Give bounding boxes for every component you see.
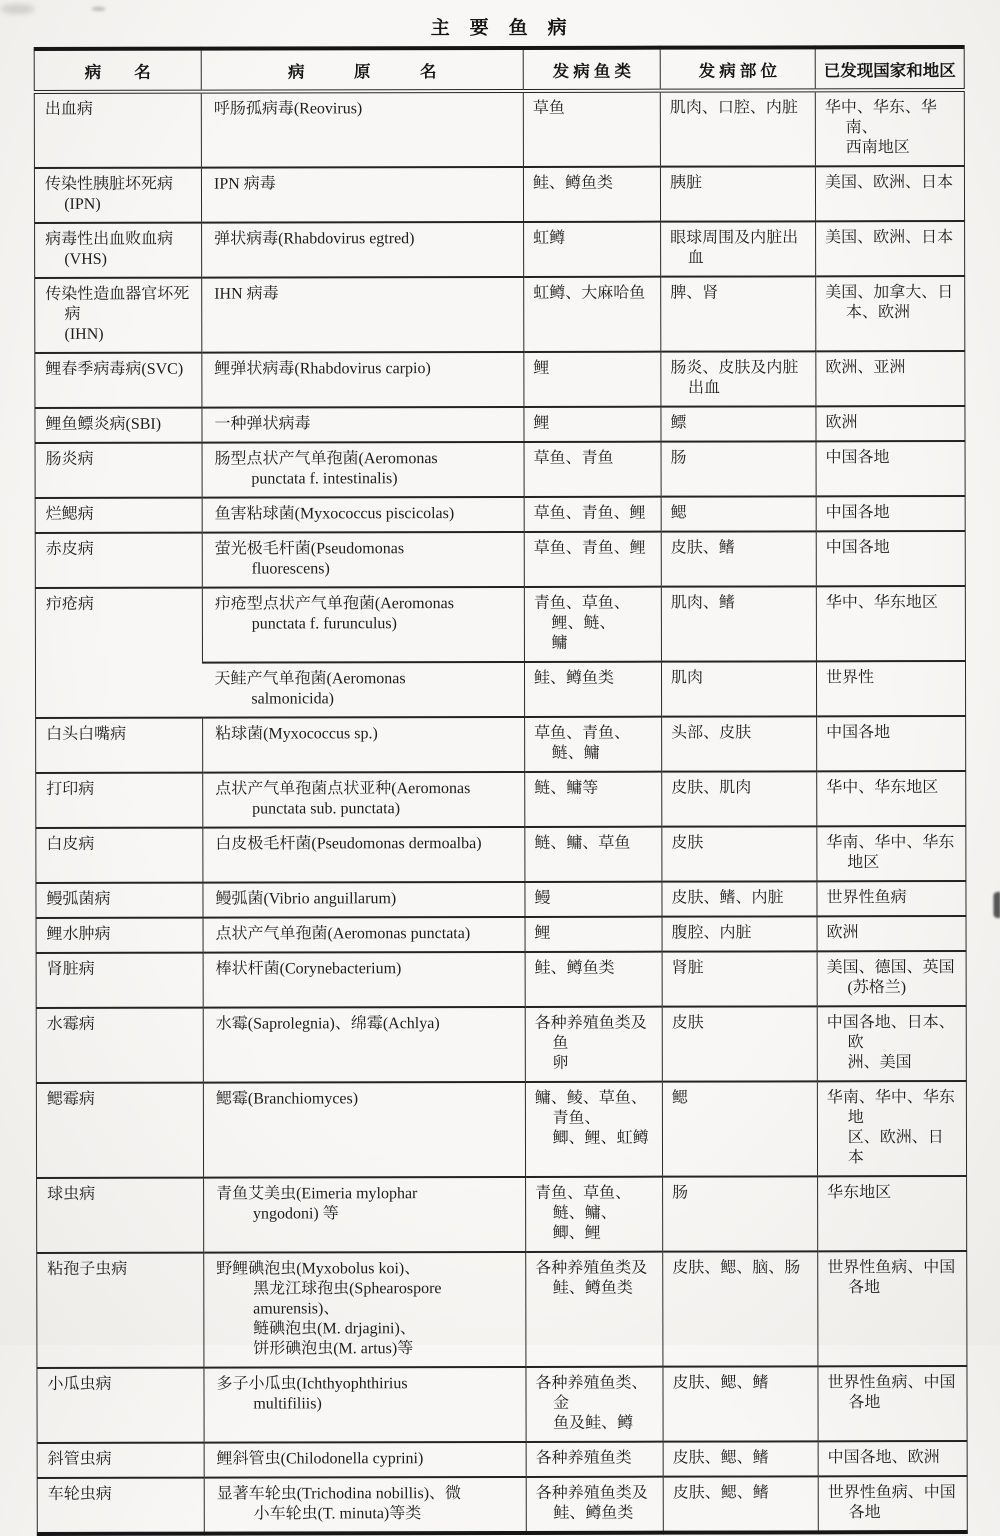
table-row (35, 441, 965, 498)
disease-name-cell: 鳗弧菌病 (36, 883, 203, 918)
pathogen-cell: 肠型点状产气单孢菌(Aeromonas punctata f. intestinalis) (202, 442, 524, 498)
pathogen-cell: IHN 病毒 (202, 277, 524, 353)
header-affected-fish: 发 病 鱼 类 (523, 48, 660, 91)
pathogen-cell: 粘球菌(Myxococcus sp.) (203, 717, 525, 773)
regions-cell: 世界性鱼病、中国 各地 (818, 1476, 967, 1532)
parts-cell: 皮肤 (662, 1006, 817, 1081)
fish-cell: 鲑、鳟鱼类 (524, 662, 661, 717)
parts-cell: 鳃 (662, 1081, 817, 1176)
disease-name-cell: 打印病 (36, 773, 203, 828)
fish-cell: 草鱼、青鱼、鲤 (524, 497, 661, 532)
pathogen-cell: 一种弹状病毒 (202, 407, 524, 443)
fish-cell: 虹鳟、大麻哈鱼 (524, 277, 661, 352)
regions-cell: 世界性鱼病、中国 各地 (818, 1366, 967, 1441)
parts-cell: 皮肤、鳃、脑、肠 (663, 1251, 818, 1366)
pathogen-cell: 点状产气单孢菌点状亚种(Aeromonas punctata sub. punctata) (203, 772, 525, 828)
table-row (36, 951, 966, 1008)
table-row (35, 221, 965, 278)
disease-name-cell: 粘孢子虫病 (37, 1253, 204, 1368)
fish-cell: 青鱼、草鱼、鲢、鳙、 鲫、鲤 (526, 1177, 663, 1252)
disease-name-cell: 鲤水肿病 (36, 918, 203, 953)
parts-cell: 眼球周围及内脏出 血 (661, 221, 816, 276)
table-row (34, 90, 964, 168)
disease-name-cell: 白皮病 (36, 828, 203, 883)
pathogen-cell: 野鲤碘泡虫(Myxobolus koi)、 黑龙江球孢虫(Sphearospore amurensis)、 鲢碘泡虫(M. drjagini)、 饼形碘泡虫(M. artus)等 (204, 1252, 526, 1368)
regions-cell: 华中、华东、华南、 西南地区 (815, 90, 964, 166)
disease-name-cell: 车轮虫病 (47, 1485, 112, 1503)
pathogen-cell: 水霉(Saprolegnia)、绵霉(Achlya) (203, 1007, 525, 1083)
pathogen-cell: 青鱼艾美虫(Eimeria mylophar yngodoni) 等 (204, 1177, 526, 1253)
pathogen-cell: 白皮极毛杆菌(Pseudomonas dermoalba) (203, 827, 525, 883)
disease-name-cell: 传染性胰脏坏死病 (IPN) (34, 168, 201, 223)
fish-cell: 鲤 (524, 352, 661, 407)
parts-cell: 腹腔、内脏 (662, 916, 817, 951)
fish-cell: 草鱼、青鱼、鲤 (524, 532, 661, 587)
fish-cell: 各种养殖鱼类及鱼 卵 (525, 1007, 662, 1082)
regions-cell: 美国、欧洲、日本 (815, 166, 964, 221)
regions-cell: 华中、华东地区 (817, 771, 966, 826)
regions-cell: 中国各地、日本、欧 洲、美国 (817, 1006, 966, 1081)
scan-speck-artifact (92, 7, 106, 11)
regions-cell: 中国各地 (816, 531, 965, 586)
pathogen-cell: 显著车轮虫(Trichodina nobillis)、微 小车轮虫(T. minuta)等类 (204, 1477, 526, 1534)
pathogen-cell: 萤光极毛杆菌(Pseudomonas fluorescens) (202, 532, 524, 588)
disease-name-cell: 肾脏病 (36, 953, 203, 1008)
fish-cell: 鲤 (525, 917, 662, 952)
pathogen-cell: 点状产气单孢菌(Aeromonas punctata) (203, 917, 525, 953)
disease-name-cell: 传染性造血器官坏死病 (IHN) (35, 278, 202, 353)
table-row (36, 826, 966, 883)
fish-cell: 草鱼、青鱼、鲢、鳙 (525, 717, 662, 772)
regions-cell: 中国各地 (817, 716, 966, 771)
table-row (34, 166, 964, 223)
regions-cell: 华南、华中、华东 地区 (817, 826, 966, 881)
parts-cell: 肠 (663, 1176, 818, 1251)
regions-cell: 中国各地 (816, 496, 965, 531)
table-row (35, 531, 965, 588)
parts-cell: 皮肤、鳃、鳍 (663, 1366, 818, 1441)
scan-smudge-artifact (1, 4, 35, 14)
regions-cell: 华中、华东地区 (816, 586, 965, 661)
disease-name-cell: 鲤春季病毒病(SVC) (35, 353, 202, 408)
fish-cell: 虹鳟 (524, 222, 661, 277)
table-row (37, 1251, 967, 1368)
disease-name-cell: 赤皮病 (35, 533, 202, 588)
fish-cell: 鲑、鳟鱼类 (523, 167, 660, 222)
regions-cell: 世界性鱼病 (817, 881, 966, 916)
page-title: 主要鱼病 (430, 17, 587, 40)
table-header-row (34, 47, 964, 92)
fish-cell: 鲑、鳟鱼类 (525, 952, 662, 1007)
regions-cell: 美国、欧洲、日本 (816, 221, 965, 276)
table-row (36, 1081, 966, 1178)
table-row (35, 276, 965, 353)
fish-cell: 草鱼、青鱼 (524, 442, 661, 497)
scan-blotch-artifact (993, 892, 1000, 918)
table-row (36, 881, 966, 918)
table-row (35, 351, 965, 408)
disease-name-cell: 烂鳃病 (35, 498, 202, 533)
disease-name-cell: 出血病 (34, 92, 201, 168)
fish-cell: 鲢、鳙等 (525, 772, 662, 827)
parts-cell: 皮肤、鳃、鳍 (663, 1476, 818, 1532)
disease-name-cell: 斜管虫病 (37, 1443, 204, 1478)
table-row (35, 586, 965, 663)
table-body (34, 90, 967, 1534)
header-disease-name: 病 名 (34, 49, 201, 92)
regions-cell: 华东地区 (818, 1176, 967, 1251)
parts-cell: 肌肉、口腔、内脏 (660, 90, 815, 166)
table-row (35, 406, 965, 443)
parts-cell: 脾、肾 (661, 276, 816, 351)
parts-cell: 肾脏 (662, 951, 817, 1006)
pathogen-cell: 多子小瓜虫(Ichthyophthirius multifiliis) (204, 1367, 526, 1443)
pathogen-cell: 疖疮型点状产气单孢菌(Aeromonas punctata f. furunculus) (202, 587, 524, 663)
fish-cell: 各种养殖鱼类及 鲑、鳟鱼类 (526, 1252, 663, 1367)
regions-cell: 欧洲、亚洲 (816, 351, 965, 406)
disease-name-cell: 疖疮病 (35, 588, 202, 718)
pathogen-cell: 鲤斜管虫(Chilodonella cyprini) (204, 1442, 526, 1478)
disease-name-cell: 水霉病 (36, 1008, 203, 1083)
fish-cell: 鳙、鲮、草鱼、青鱼、 鲫、鲤、虹鳟 (525, 1082, 662, 1177)
table-row (37, 1176, 967, 1253)
pathogen-cell: 鱼害粘球菌(Myxococcus piscicolas) (202, 497, 524, 533)
pathogen-cell: 弹状病毒(Rhabdovirus egtred) (202, 222, 524, 278)
table-row (37, 1476, 967, 1534)
pathogen-cell: 鲤弹状病毒(Rhabdovirus carpio) (202, 352, 524, 408)
disease-name-cell: 肠炎病 (35, 443, 202, 498)
parts-cell: 皮肤 (662, 826, 817, 881)
parts-cell: 肌肉、鳍 (661, 586, 816, 661)
fish-cell: 鲢、鳙、草鱼 (525, 827, 662, 882)
fish-cell: 各种养殖鱼类、金 鱼及鲑、鳟 (526, 1367, 663, 1442)
regions-cell: 欧洲 (817, 916, 966, 951)
regions-cell: 中国各地、欧洲 (818, 1441, 967, 1476)
pathogen-cell: 呼肠孤病毒(Reovirus) (201, 91, 523, 168)
disease-name-cell: 白头白嘴病 (36, 718, 203, 773)
fish-cell: 各种养殖鱼类 (526, 1442, 663, 1477)
table-row (36, 1006, 966, 1083)
pathogen-cell: 鳃霉(Branchiomyces) (203, 1082, 525, 1178)
parts-cell: 肌肉 (661, 661, 816, 716)
pathogen-cell: 鳗弧菌(Vibrio anguillarum) (203, 882, 525, 918)
regions-cell: 美国、德国、英国 (苏格兰) (817, 951, 966, 1006)
parts-cell: 肠 (661, 441, 816, 496)
fish-disease-table (34, 45, 968, 1536)
parts-cell: 皮肤、肌肉 (662, 771, 817, 826)
disease-name-cell: 小瓜虫病 (37, 1368, 204, 1443)
fish-cell: 鳗 (525, 882, 662, 917)
parts-cell: 肠炎、皮肤及内脏 出血 (661, 351, 816, 406)
parts-cell: 胰脏 (660, 166, 815, 221)
regions-cell: 美国、加拿大、日 本、欧洲 (816, 276, 965, 351)
header-affected-parts: 发 病 部 位 (660, 47, 815, 90)
parts-cell: 头部、皮肤 (662, 716, 817, 771)
regions-cell: 中国各地 (816, 441, 965, 496)
header-regions-found: 已发现国家和地区 (815, 47, 964, 90)
parts-cell: 鳔 (661, 406, 816, 441)
table-row (37, 1366, 967, 1443)
regions-cell: 欧洲 (816, 406, 965, 441)
disease-name-cell: 鳃霉病 (36, 1083, 203, 1178)
regions-cell: 世界性 (816, 661, 965, 716)
disease-name-cell: 病毒性出血败血病 (VHS) (35, 223, 202, 278)
parts-cell: 皮肤、鳃、鳍 (663, 1441, 818, 1476)
fish-cell: 草鱼 (523, 91, 660, 167)
table-row (36, 916, 966, 953)
fish-cell: 青鱼、草鱼、鲤、鲢、 鳙 (524, 587, 661, 662)
disease-name-cell: 球虫病 (37, 1178, 204, 1253)
header-pathogen-name: 病 原 名 (201, 48, 523, 92)
pathogen-cell: 棒状杆菌(Corynebacterium) (203, 952, 525, 1008)
table-row (35, 496, 965, 533)
fish-cell: 鲤 (524, 407, 661, 442)
fish-cell: 各种养殖鱼类及 鲑、鳟鱼类 (526, 1477, 663, 1533)
table-row (37, 1441, 967, 1478)
table-row (36, 716, 966, 773)
table-row (36, 771, 966, 828)
parts-cell: 鳃 (661, 496, 816, 531)
disease-name-cell: 鲤鱼鳔炎病(SBI) (35, 408, 202, 443)
parts-cell: 皮肤、鳍 (661, 531, 816, 586)
pathogen-cell: 天鲑产气单孢菌(Aeromonas salmonicida) (202, 662, 524, 718)
regions-cell: 华南、华中、华东地 区、欧洲、日本 (817, 1081, 966, 1176)
parts-cell: 皮肤、鳍、内脏 (662, 881, 817, 916)
pathogen-cell: IPN 病毒 (201, 167, 523, 223)
regions-cell: 世界性鱼病、中国 各地 (818, 1251, 967, 1366)
